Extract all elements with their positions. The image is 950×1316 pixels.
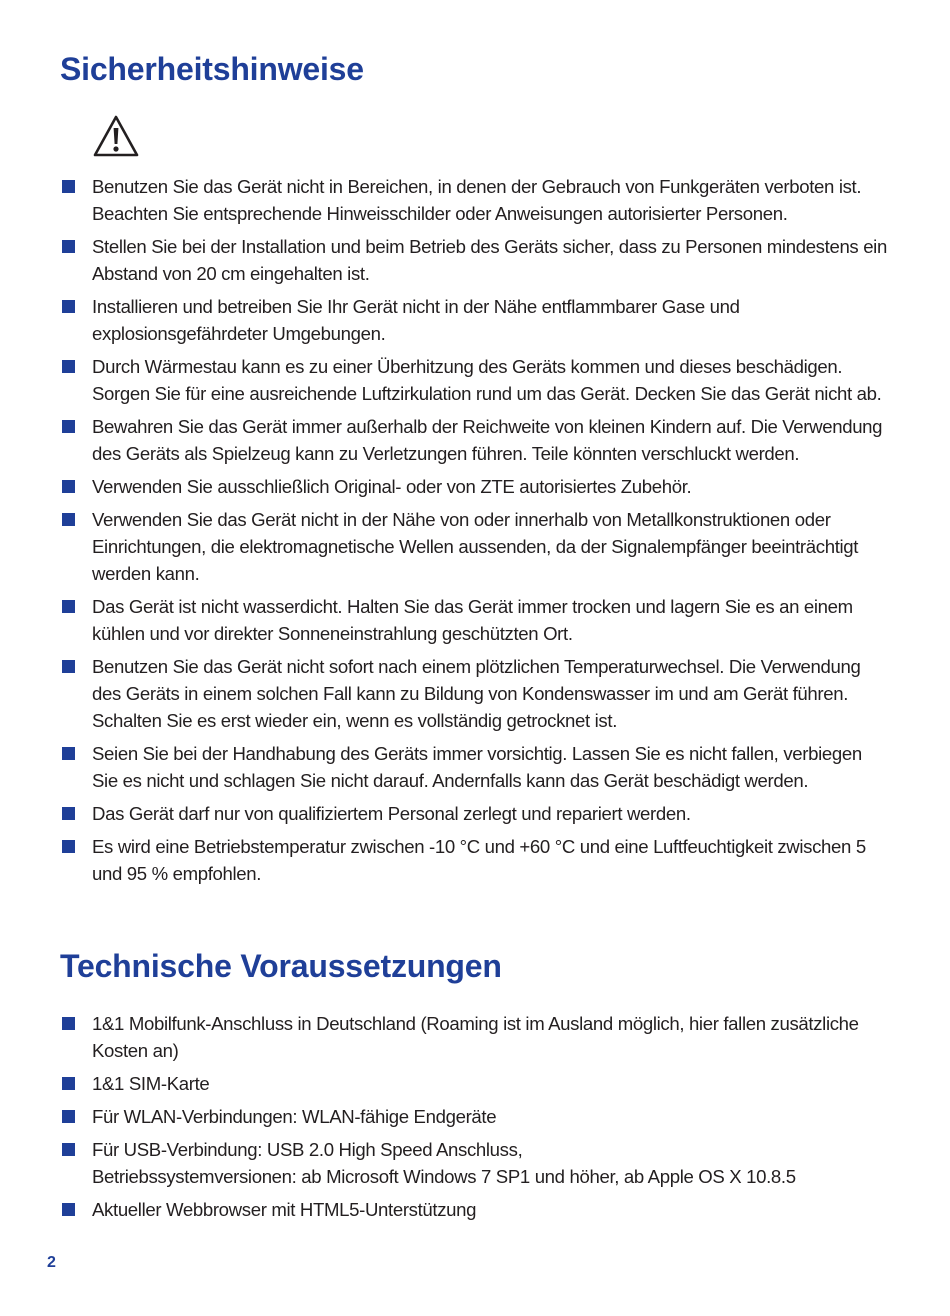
bullet-square (62, 747, 75, 760)
list-item: Stellen Sie bei der Installation und beim Betrieb des Geräts sicher, dass zu Personen mindestens ein Abstand von 20 cm eingehalten ist. (60, 233, 892, 287)
bullet-square (62, 1077, 75, 1090)
list-item: Installieren und betreiben Sie Ihr Gerät nicht in der Nähe entflammbarer Gase und explosionsgefährdeter Umgebungen. (60, 293, 892, 347)
bullet-square (62, 1017, 75, 1030)
bullet-square (62, 300, 75, 313)
list-item: Verwenden Sie das Gerät nicht in der Nähe von oder innerhalb von Metallkonstruktionen oder Einrichtungen, die elektromagnetische Wellen aussenden, da der Signalempfänger beeinträchtigt werden kann. (60, 506, 892, 587)
list-item: Bewahren Sie das Gerät immer außerhalb der Reichweite von kleinen Kindern auf. Die Verwendung des Geräts als Spielzeug kann zu Verletzungen führen. Teile könnten verschluckt werden. (60, 413, 892, 467)
list-item: Benutzen Sie das Gerät nicht in Bereichen, in denen der Gebrauch von Funkgeräten verboten ist. Beachten Sie entsprechende Hinweisschilder oder Anweisungen autorisierter Personen. (60, 173, 892, 227)
list-item: Für USB-Verbindung: USB 2.0 High Speed Anschluss, Betriebssystemversionen: ab Microsoft Windows 7 SP1 und höher, ab Apple OS X 10.8.5 (60, 1136, 892, 1190)
page-number: 2 (47, 1254, 56, 1271)
list-item: Das Gerät ist nicht wasserdicht. Halten Sie das Gerät immer trocken und lagern Sie es an einem kühlen und vor direkter Sonneneinstrahlung geschützten Ort. (60, 593, 892, 647)
section-title-requirements: Technische Voraussetzungen (60, 948, 502, 984)
bullet-square (62, 840, 75, 853)
bullet-square (62, 240, 75, 253)
safety-list (60, 173, 892, 893)
list-item: Seien Sie bei der Handhabung des Geräts immer vorsichtig. Lassen Sie es nicht fallen, verbiegen Sie es nicht und schlagen Sie nicht darauf. Andernfalls kann das Gerät beschädigt werden. (60, 740, 892, 794)
list-item: 1&1 SIM-Karte (60, 1070, 892, 1097)
bullet-square (62, 600, 75, 613)
list-item: Für WLAN-Verbindungen: WLAN-fähige Endgeräte (60, 1103, 892, 1130)
list-item: 1&1 Mobilfunk-Anschluss in Deutschland (Roaming ist im Ausland möglich, hier fallen zusätzliche Kosten an) (60, 1010, 892, 1064)
list-item: Es wird eine Betriebstemperatur zwischen -10 °C und +60 °C und eine Luftfeuchtigkeit zwischen 5 und 95 % empfohlen. (60, 833, 892, 887)
list-item: Das Gerät darf nur von qualifiziertem Personal zerlegt und repariert werden. (60, 800, 892, 827)
bullet-square (62, 420, 75, 433)
list-item: Benutzen Sie das Gerät nicht sofort nach einem plötzlichen Temperaturwechsel. Die Verwendung des Geräts in einem solchen Fall kann zu Bildung von Kondenswasser im und am Gerät führen. Schalten Sie es erst wieder ein, wenn es vollständig getrocknet ist. (60, 653, 892, 734)
list-item: Aktueller Webbrowser mit HTML5-Unterstützung (60, 1196, 892, 1223)
bullet-square (62, 1143, 75, 1156)
bullet-square (62, 807, 75, 820)
bullet-square (62, 1110, 75, 1123)
bullet-square (62, 480, 75, 493)
bullet-square (62, 660, 75, 673)
bullet-square (62, 360, 75, 373)
section-title-safety: Sicherheitshinweise (60, 51, 364, 87)
bullet-square (62, 180, 75, 193)
bullet-square (62, 513, 75, 526)
bullet-square (62, 1203, 75, 1216)
list-item: Durch Wärmestau kann es zu einer Überhitzung des Geräts kommen und dieses beschädigen. Sorgen Sie für eine ausreichende Luftzirkulation rund um das Gerät. Decken Sie das Gerät nicht ab. (60, 353, 892, 407)
warning-triangle-icon (92, 114, 140, 158)
requirements-list (60, 1010, 892, 1229)
list-item: Verwenden Sie ausschließlich Original- oder von ZTE autorisiertes Zubehör. (60, 473, 892, 500)
